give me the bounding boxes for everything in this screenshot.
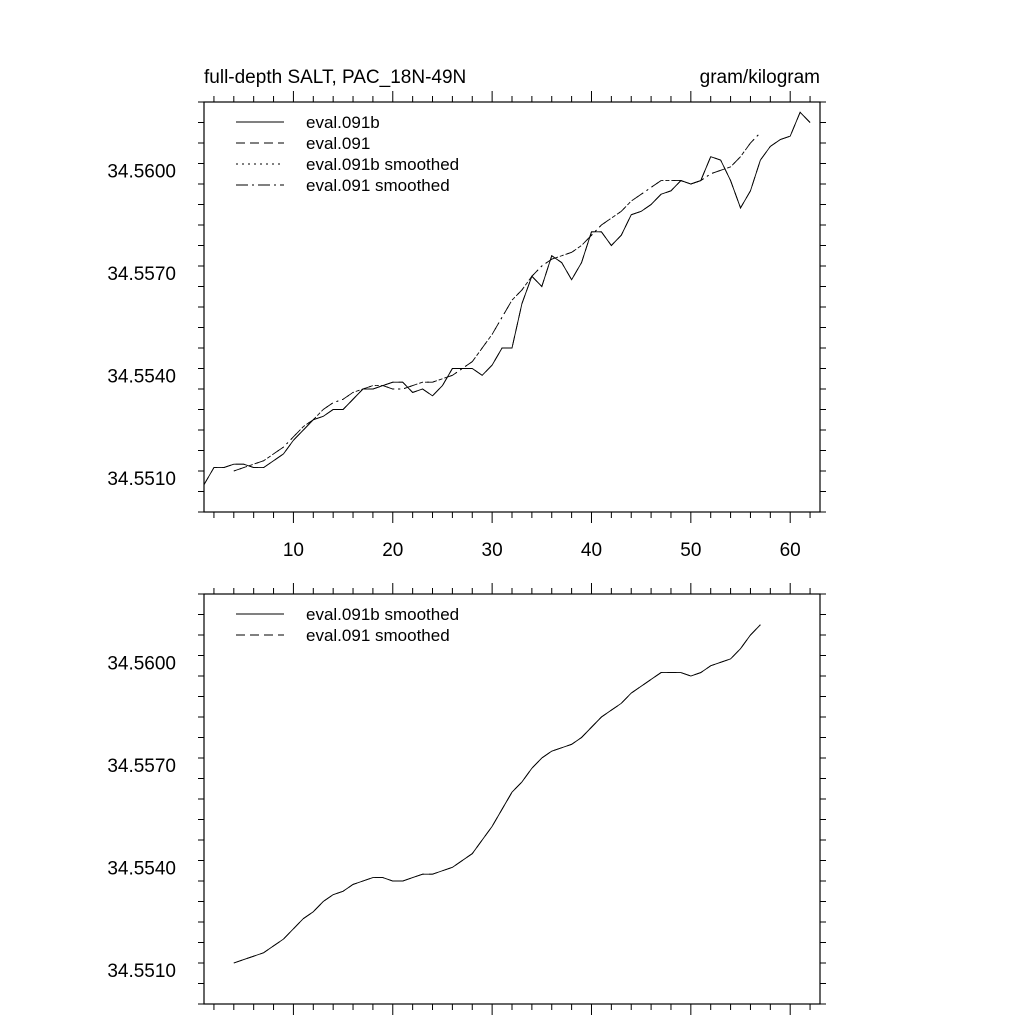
x-tick-label: 30 <box>481 540 503 561</box>
x-tick-label: 60 <box>779 540 801 561</box>
y-tick-label: 34.5540 <box>107 858 176 880</box>
y-tick-label: 34.5600 <box>107 161 176 183</box>
series-line-1 <box>204 112 810 484</box>
legend-label: eval.091 smoothed <box>306 176 450 195</box>
y-tick-label: 34.5600 <box>107 653 176 675</box>
top-panel-title-left: full-depth SALT, PAC_18N-49N <box>204 67 467 88</box>
legend-label: eval.091b smoothed <box>306 605 460 624</box>
bottom-panel-frame <box>204 594 820 1004</box>
series-line-1 <box>234 625 761 963</box>
x-tick-label: 10 <box>282 540 304 561</box>
top-panel-legend <box>236 113 459 195</box>
x-tick-label: 20 <box>382 540 404 561</box>
top-panel-series <box>204 112 810 484</box>
bottom-panel-tick-labels <box>107 653 176 982</box>
y-tick-label: 34.5570 <box>107 755 176 777</box>
bottom-panel-series <box>234 625 761 963</box>
y-tick-label: 34.5540 <box>107 366 176 388</box>
top-panel-ticks <box>198 91 826 523</box>
legend-label: eval.091b smoothed <box>306 155 460 174</box>
legend-label: eval.091 smoothed <box>306 626 450 645</box>
legend-label: eval.091 <box>306 134 371 153</box>
y-tick-label: 34.5510 <box>107 468 176 490</box>
top-panel-tick-labels <box>107 161 800 561</box>
x-tick-label: 40 <box>580 540 603 561</box>
legend-label: eval.091b <box>306 113 380 132</box>
top-panel <box>107 67 826 561</box>
top-panel-title-right: gram/kilogram <box>699 67 820 88</box>
y-tick-label: 34.5570 <box>107 263 176 285</box>
series-line-2 <box>204 112 810 484</box>
bottom-panel-legend <box>236 605 459 645</box>
bottom-panel <box>107 583 826 1015</box>
y-tick-label: 34.5510 <box>107 960 176 982</box>
top-panel-frame <box>204 102 820 512</box>
bottom-panel-ticks <box>198 583 826 1015</box>
x-tick-label: 50 <box>680 540 702 561</box>
